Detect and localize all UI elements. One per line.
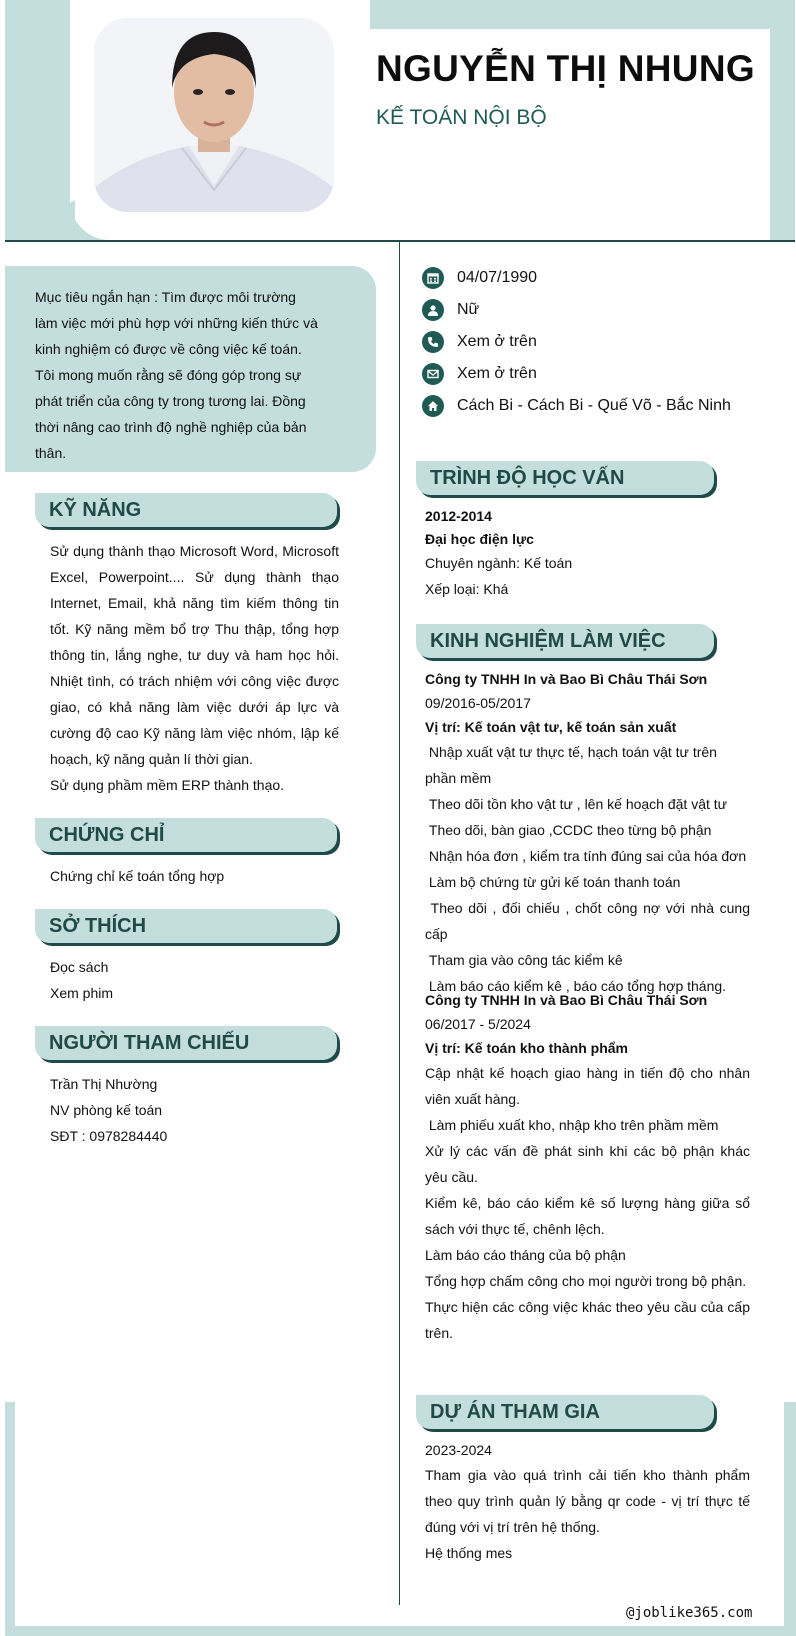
education-school: Đại học điện lực: [425, 531, 534, 547]
education-heading-text: TRÌNH ĐỘ HỌC VẤN: [430, 467, 625, 489]
contact-email: [422, 361, 537, 387]
job-duty: Cập nhật kế hoạch giao hàng in tiến độ cho nhân viên xuất hàng.: [425, 1065, 750, 1107]
frame-right: [784, 1402, 796, 1636]
candidate-name: NGUYỄN THỊ NHUNG: [376, 48, 755, 89]
watermark: @joblike365.com: [626, 1605, 753, 1621]
calendar-icon: [422, 267, 444, 289]
job-duty: Tham gia vào công tác kiểm kê: [425, 952, 623, 968]
contact-address: [422, 393, 731, 419]
reference-phone: SĐT : 0978284440: [50, 1128, 168, 1144]
gender-text: Nữ: [457, 301, 480, 318]
job-duty: Theo dõi, bàn giao ,CCDC theo từng bộ phận: [425, 822, 712, 838]
skills-text-2: Sử dụng phầm mềm ERP thành thạo.: [50, 777, 285, 793]
projects-section: [425, 1438, 750, 1566]
hobbies-heading-text: SỞ THÍCH: [49, 915, 147, 937]
hobby-item: Đọc sách: [50, 959, 109, 975]
career-objective: Mục tiêu ngắn hạn : Tìm được môi trường làm việc mới phù hợp với những kiến thức và kinh nghiệm có được về công việc kế toán. Tôi mong muốn rằng sẽ đóng góp trong sự phát triển của công ty trong tương lai. Đồng thời nâng cao trình độ nghề nghiệp của bản thân.: [5, 266, 376, 472]
job-duty: Thực hiện các công việc khác theo yêu cầu của cấp trên.: [425, 1299, 750, 1341]
job-duty: Làm bộ chứng từ gửi kế toán thanh toán: [425, 874, 681, 890]
hobby-item: Xem phim: [50, 985, 114, 1001]
birthday-text: 04/07/1990: [457, 269, 538, 286]
job-position: Vị trí: Kế toán vật tư, kế toán sản xuất: [425, 719, 677, 735]
job-duty: Nhận hóa đơn , kiểm tra tính đúng sai của hóa đơn: [425, 848, 747, 864]
experience-heading: [416, 624, 714, 658]
reference-role: NV phòng kế toán: [50, 1102, 163, 1118]
certificates-section: [50, 863, 339, 889]
project-description: Tham gia vào quá trình cải tiến kho thành phẩm theo quy trình quản lý bằng qr code - vị trí thực tế đúng với vị trí trên hệ thống.: [425, 1467, 750, 1535]
skills-heading-text: KỸ NĂNG: [49, 499, 142, 521]
hobbies-heading: [35, 909, 337, 943]
job-duty: Theo dõi tồn kho vật tư , lên kế hoạch đặt vật tư: [425, 796, 728, 812]
contact-phone: [422, 329, 537, 355]
certificates-heading-text: CHỨNG CHỈ: [49, 824, 165, 846]
job-duty: Tổng hợp chấm công cho mọi người trong bộ phận.: [425, 1273, 747, 1289]
email-icon: [422, 363, 444, 385]
education-major: Chuyên ngành: Kế toán: [425, 555, 573, 571]
hobbies-section: [50, 954, 339, 1006]
job-duty: Làm phiếu xuất kho, nhập kho trên phầm mềm: [425, 1117, 719, 1133]
job-duty: Làm báo cáo tháng của bộ phận: [425, 1247, 626, 1263]
job-duty: Làm báo cáo kiểm kê , báo cáo tổng hợp tháng.: [425, 978, 727, 994]
education-section: [425, 504, 750, 602]
job-company: Công ty TNHH In và Bao Bì Châu Thái Sơn: [425, 671, 708, 687]
job-duty: Kiểm kê, báo cáo kiểm kê số lượng hàng giữa sổ sách với thực tế, chênh lệch.: [425, 1195, 750, 1237]
projects-heading: [416, 1395, 714, 1429]
job-duty: Xử lý các vấn đề phát sinh khi các bộ phận khác yêu cầu.: [425, 1143, 750, 1185]
certificates-heading: [35, 818, 337, 852]
certificate-item: Chứng chỉ kế toán tổng hợp: [50, 868, 225, 884]
experience-job: [425, 988, 750, 1346]
project-system: Hệ thống mes: [425, 1545, 513, 1561]
experience-heading-text: KINH NGHIỆM LÀM VIỆC: [430, 630, 666, 652]
job-position: Vị trí: Kế toán kho thành phẩm: [425, 1040, 629, 1056]
skills-section: [50, 538, 339, 798]
education-heading: [416, 461, 714, 495]
skills-heading: [35, 493, 337, 527]
home-icon: [422, 395, 444, 417]
phone-icon: [422, 331, 444, 353]
education-grade: Xếp loại: Khá: [425, 581, 509, 597]
job-period: 09/2016-05/2017: [425, 695, 531, 711]
profile-photo: [94, 18, 334, 212]
address-text: Cách Bi - Cách Bi - Quế Võ - Bắc Ninh: [457, 397, 731, 414]
skills-text: Sử dụng thành thạo Microsoft Word, Microsoft Excel, Powerpoint.... Sử dụng thành thạo Internet, Email, khả năng tìm kiếm thông tin tốt. Kỹ năng mềm bổ trợ Thu thập, tổng hợp thông tin, lắng nghe, tư duy và ham học hỏi. Nhiệt tình, có trách nhiệm với công việc được giao, có khả năng làm việc dưới áp lực và cường độ cao Kỹ năng làm việc nhóm, lập kế hoạch, kỹ năng quản lí thời gian.: [50, 543, 339, 767]
job-duty: Theo dõi , đối chiếu , chốt công nợ với nhà cung cấp: [425, 900, 754, 942]
job-duty: Nhập xuất vật tư thực tế, hạch toán vật tư trên phần mềm: [425, 744, 721, 786]
references-heading: [35, 1026, 337, 1060]
frame-left: [5, 1402, 15, 1636]
references-heading-text: NGƯỜI THAM CHIẾU: [49, 1032, 250, 1054]
contact-gender: [422, 297, 479, 323]
person-icon: [422, 299, 444, 321]
phone-text: Xem ở trên: [457, 333, 537, 350]
projects-heading-text: DỰ ÁN THAM GIA: [430, 1401, 600, 1423]
job-title: KẾ TOÁN NỘI BỘ: [376, 106, 547, 129]
header-divider: [5, 240, 795, 242]
references-section: [50, 1071, 339, 1149]
project-period: 2023-2024: [425, 1442, 492, 1458]
contact-birthday: [422, 265, 537, 291]
email-text: Xem ở trên: [457, 365, 537, 382]
job-company: Công ty TNHH In và Bao Bì Châu Thái Sơn: [425, 992, 708, 1008]
column-divider: [399, 241, 400, 1605]
experience-job: [425, 667, 754, 999]
education-period: 2012-2014: [425, 508, 492, 524]
frame-bottom: [5, 1626, 796, 1636]
job-period: 06/2017 - 5/2024: [425, 1016, 531, 1032]
reference-name: Trần Thị Nhường: [50, 1076, 158, 1092]
